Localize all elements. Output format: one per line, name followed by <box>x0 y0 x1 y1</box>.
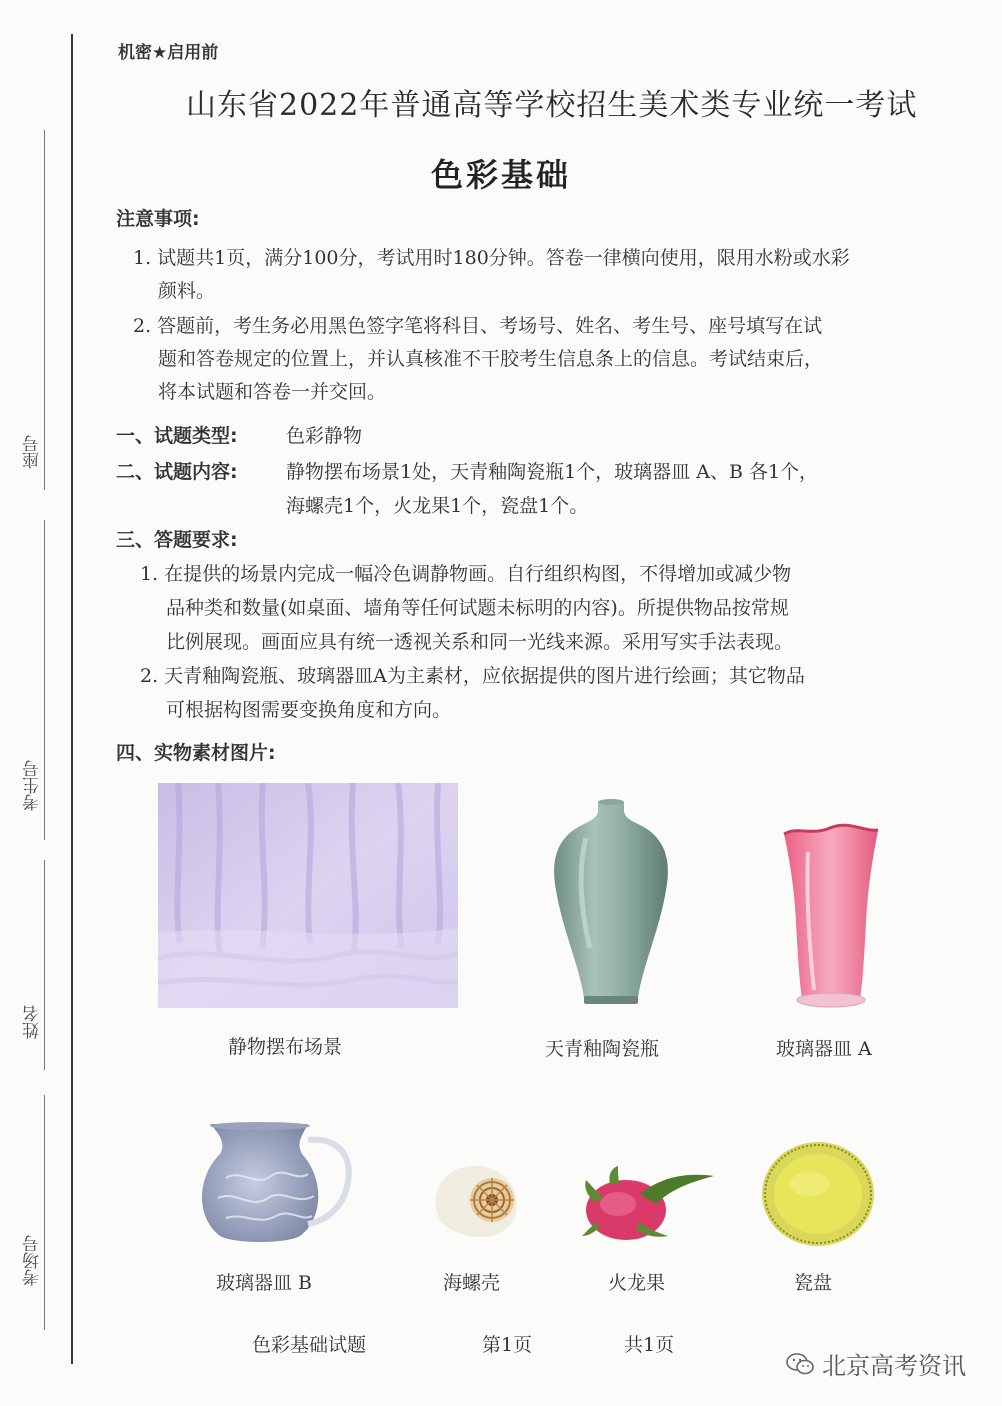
candidate-no-field <box>0 520 60 840</box>
notice-item1-line1: 1. 试题共1页，满分100分，考试用时180分钟。答卷一律横向使用，限用水粉或水彩 <box>133 247 850 269</box>
watermark-text: 北京高考资讯 <box>822 1352 966 1380</box>
section3-item1-line3: 比例展现。画面应具有统一透视关系和同一光线来源。采用写实手法表现。 <box>166 631 794 653</box>
watermark <box>786 1346 966 1381</box>
secret-label: 机密★启用前 <box>118 43 219 63</box>
exam-title: 山东省2022年普通高等学校招生美术类专业统一考试 <box>186 88 918 123</box>
scene-drape-image <box>158 783 458 1008</box>
porcelain-plate-image <box>760 1140 876 1248</box>
seat-label: 座号 <box>23 435 43 469</box>
section1-body: 色彩静物 <box>286 425 363 447</box>
caption-vase: 天青釉陶瓷瓶 <box>545 1038 660 1060</box>
section4-heading: 四、实物素材图片: <box>116 742 276 764</box>
section1-heading: 一、试题类型: <box>116 425 238 447</box>
candidate-no-label: 考生号 <box>23 760 43 811</box>
section2-heading: 二、试题内容: <box>116 461 238 483</box>
nautilus-shell-image <box>430 1160 522 1242</box>
section2-line1: 静物摆布场景1处，天青釉陶瓷瓶1个，玻璃器皿 A、B 各1个， <box>286 461 819 483</box>
glass-pitcher-b-image <box>196 1118 356 1246</box>
room-no-field <box>0 1095 60 1330</box>
footer-doc-name: 色彩基础试题 <box>252 1334 367 1356</box>
binding-line <box>71 34 73 1364</box>
section3-item1-line2: 品种类和数量(如桌面、墙角等任何试题未标明的内容)。所提供物品按常规 <box>166 597 789 619</box>
celadon-vase-image <box>546 798 676 1008</box>
footer-total: 共1页 <box>624 1334 675 1356</box>
caption-dragonfruit: 火龙果 <box>608 1272 666 1294</box>
name-field <box>0 860 60 1070</box>
notice-title: 注意事项: <box>116 208 200 230</box>
section2-line2: 海螺壳1个，火龙果1个，瓷盘1个。 <box>286 495 589 517</box>
subject-title: 色彩基础 <box>430 156 571 194</box>
dragon-fruit-image <box>580 1164 718 1244</box>
caption-shell: 海螺壳 <box>443 1272 501 1294</box>
notice-item2-line2: 题和答卷规定的位置上，并认真核准不干胶考生信息条上的信息。考试结束后， <box>158 348 824 370</box>
caption-plate: 瓷盘 <box>794 1272 833 1294</box>
caption-glass-b: 玻璃器皿 B <box>216 1272 313 1294</box>
glass-vessel-a-image <box>778 822 882 1010</box>
caption-scene: 静物摆布场景 <box>228 1036 343 1058</box>
section3-item1-line1: 1. 在提供的场景内完成一幅冷色调静物画。自行组织构图，不得增加或减少物 <box>140 563 792 585</box>
section3-item2-line1: 2. 天青釉陶瓷瓶、玻璃器皿A为主素材，应依据提供的图片进行绘画；其它物品 <box>140 665 805 687</box>
section3-heading: 三、答题要求: <box>116 529 238 551</box>
room-no-label: 考场号 <box>23 1235 43 1286</box>
footer-page: 第1页 <box>482 1334 533 1356</box>
caption-glass-a: 玻璃器皿 A <box>776 1038 872 1060</box>
name-label: 姓名 <box>23 1005 43 1039</box>
section3-item2-line2: 可根据构图需要变换角度和方向。 <box>166 699 452 721</box>
wechat-icon <box>786 1352 814 1376</box>
notice-item2-line1: 2. 答题前，考生务必用黑色签字笔将科目、考场号、姓名、考生号、座号填写在试 <box>133 315 823 337</box>
notice-item1-line2: 颜料。 <box>158 280 216 302</box>
notice-item2-line3: 将本试题和答卷一并交回。 <box>158 381 387 403</box>
